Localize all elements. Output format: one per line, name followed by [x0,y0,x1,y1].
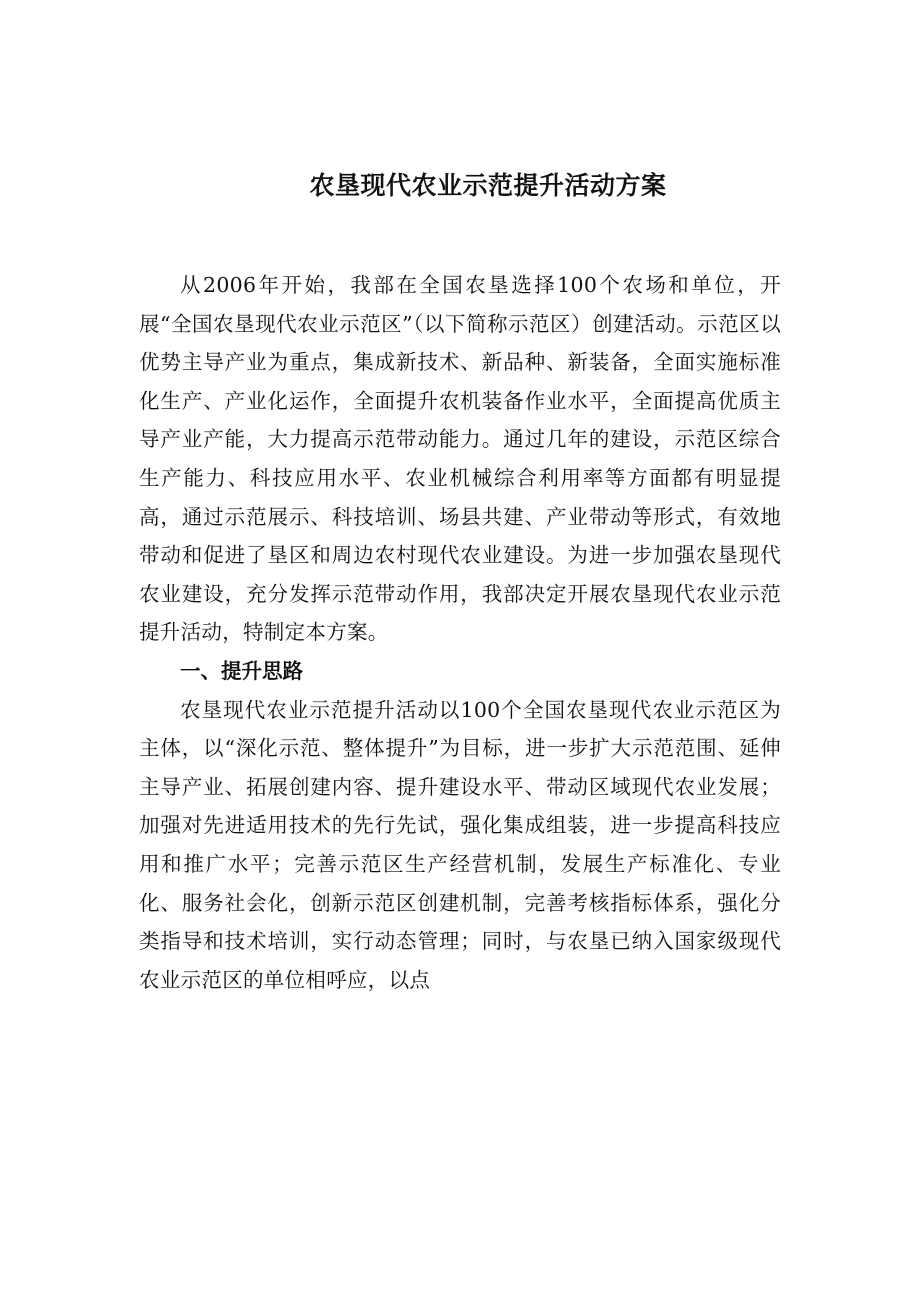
section-heading-1: 一、提升思路 [180,658,303,683]
document-title: 农垦现代农业示范提升活动方案 [309,171,667,200]
intro-paragraph: 从2006年开始，我部在全国农垦选择100个农场和单位，开展“全国农垦现代农业示范区”（以下简称示范区）创建活动。示范区以优势主导产业为重点，集成新技术、新品种、新装备，全面实施标准化生产、产业化运作，全面提升农机装备作业水平，全面提高优质主导产业产能，大力提高示范带动能力。通过几年的建设，示范区综合生产能力、科技应用水平、农业机械综合利用率等方面都有明显提高，通过示范展示、科技培训、场县共建、产业带动等形式，有效地带动和促进了垦区和周边农村现代农业建设。为进一步加强农垦现代农业建设，充分发挥示范带动作用，我部决定开展农垦现代农业示范提升活动，特制定本方案。 [139,273,781,645]
section-1-paragraph: 农垦现代农业示范提升活动以100个全国农垦现代农业示范区为主体，以“深化示范、整体提升”为目标，进一步扩大示范范围、延伸主导产业、拓展创建内容、提升建设水平、带动区域现代农业发展；加强对先进适用技术的先行先试，强化集成组装，进一步提高科技应用和推广水平；完善示范区生产经营机制，发展生产标准化、专业化、服务社会化，创新示范区创建机制，完善考核指标体系，强化分类指导和技术培训，实行动态管理；同时，与农垦已纳入国家级现代农业示范区的单位相呼应，以点 [139,697,781,992]
document-body [139,266,781,999]
